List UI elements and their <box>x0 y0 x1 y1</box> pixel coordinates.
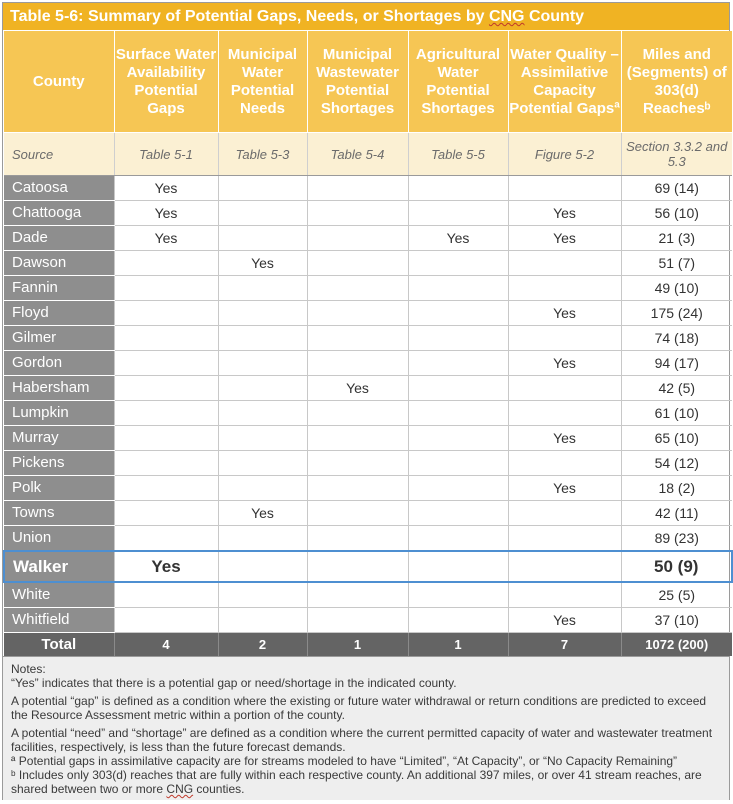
table-notes <box>3 656 729 800</box>
source-cell: Figure 5-2 <box>508 133 621 176</box>
table-cell <box>114 426 218 451</box>
table-cell <box>508 401 621 426</box>
table-cell <box>114 326 218 351</box>
county-rows <box>4 176 732 633</box>
col-municipal-water: Municipal Water Potential Needs <box>218 31 307 133</box>
source-cell: Table 5-5 <box>408 133 508 176</box>
table-cell <box>307 526 408 552</box>
table-cell <box>408 201 508 226</box>
table-cell <box>307 401 408 426</box>
table-cell <box>307 476 408 501</box>
table-cell <box>114 608 218 633</box>
table-cell <box>307 551 408 582</box>
table-cell <box>408 351 508 376</box>
table-cell <box>307 226 408 251</box>
total-cell: 4 <box>114 633 218 657</box>
table-cell <box>307 351 408 376</box>
total-cell: 1 <box>307 633 408 657</box>
note-footnote-b <box>11 768 721 796</box>
table-cell <box>408 276 508 301</box>
table-cell: 74 (18) <box>621 326 732 351</box>
county-name: Pickens <box>4 451 114 476</box>
col-water-quality-label: Water Quality – Assimilative Capacity Potential Gapsª <box>509 45 620 117</box>
county-name: Whitfield <box>4 608 114 633</box>
table-cell: 51 (7) <box>621 251 732 276</box>
table-cell <box>307 326 408 351</box>
table-cell: 25 (5) <box>621 582 732 608</box>
source-cell: Table 5-3 <box>218 133 307 176</box>
note-gap: A potential “gap” is defined as a condition where the existing or future water withdrawal or return conditions are predicted to exceed the Resource Assessment metric within a portion of the county. <box>11 694 707 722</box>
county-name: Chattooga <box>4 201 114 226</box>
table-cell <box>114 376 218 401</box>
table-cell: 94 (17) <box>621 351 732 376</box>
table-cell <box>114 401 218 426</box>
table-cell <box>218 551 307 582</box>
table-cell <box>218 608 307 633</box>
county-name: Gordon <box>4 351 114 376</box>
table-cell <box>408 301 508 326</box>
note-need: A potential “need” and “shortage” are defined as a condition where the current permitted capacity of water and wastewater treatment facilities, respectively, is less than the future forecast demands. <box>11 726 713 754</box>
table-cell: 37 (10) <box>621 608 732 633</box>
table-cell: 61 (10) <box>621 401 732 426</box>
source-label: Source <box>4 133 114 176</box>
table-cell: Yes <box>218 251 307 276</box>
table-cell: Yes <box>508 226 621 251</box>
table-cell: 54 (12) <box>621 451 732 476</box>
table-cell <box>408 451 508 476</box>
table-cell <box>508 276 621 301</box>
county-name: Habersham <box>4 376 114 401</box>
table-cell <box>218 526 307 552</box>
title-cng: CNG <box>488 8 525 25</box>
table-cell: 56 (10) <box>621 201 732 226</box>
table-cell <box>307 426 408 451</box>
table-cell: Yes <box>114 551 218 582</box>
table-cell <box>508 376 621 401</box>
table-cell <box>508 251 621 276</box>
table-cell <box>218 176 307 201</box>
county-name: Catoosa <box>4 176 114 201</box>
table-cell <box>307 301 408 326</box>
note-yes: “Yes” indicates that there is a potential gap or need/shortage in the indicated county. <box>11 676 457 690</box>
table-cell: 175 (24) <box>621 301 732 326</box>
table-row <box>4 582 732 608</box>
note-b-text: ᵇ Includes only 303(d) reaches that are fully within each respective county. An additional 397 miles, or over 41 stream reaches, are shared between two or more <box>11 768 702 796</box>
county-name: Murray <box>4 426 114 451</box>
county-name: Walker <box>4 551 114 582</box>
table-cell <box>218 226 307 251</box>
table-cell <box>508 326 621 351</box>
table-cell <box>307 251 408 276</box>
col-water-quality <box>508 31 621 133</box>
table-cell <box>408 582 508 608</box>
table-cell: 42 (11) <box>621 501 732 526</box>
table-cell: 42 (5) <box>621 376 732 401</box>
table-cell: Yes <box>508 476 621 501</box>
table-cell <box>408 501 508 526</box>
table-cell <box>307 501 408 526</box>
table-cell: 21 (3) <box>621 226 732 251</box>
table-row <box>4 251 732 276</box>
note-b-cng: CNG <box>166 782 194 796</box>
table-row <box>4 226 732 251</box>
table-row <box>4 351 732 376</box>
total-row <box>4 633 732 657</box>
table-cell <box>508 501 621 526</box>
table-cell <box>218 476 307 501</box>
table-cell <box>218 451 307 476</box>
table-cell <box>508 582 621 608</box>
county-name: White <box>4 582 114 608</box>
table-cell <box>408 176 508 201</box>
table-cell <box>307 582 408 608</box>
table-cell: Yes <box>508 351 621 376</box>
table-row <box>4 608 732 633</box>
title-text: Table 5-6: Summary of Potential Gaps, Needs, or Shortages by <box>10 8 489 25</box>
table-cell <box>218 301 307 326</box>
table-cell: Yes <box>307 376 408 401</box>
table-cell <box>218 376 307 401</box>
table-row <box>4 376 732 401</box>
table-cell <box>408 426 508 451</box>
table-cell <box>408 251 508 276</box>
table-cell <box>408 526 508 552</box>
table-cell <box>408 376 508 401</box>
note-footnote-a: ª Potential gaps in assimilative capacity are for streams modeled to have “Limited”, “At Capacity”, or “No Capacity Remaining” <box>11 754 678 768</box>
table-cell <box>408 326 508 351</box>
table-cell <box>307 176 408 201</box>
table-cell: 89 (23) <box>621 526 732 552</box>
county-name: Polk <box>4 476 114 501</box>
table-cell: Yes <box>114 176 218 201</box>
table-cell: 50 (9) <box>621 551 732 582</box>
county-name: Union <box>4 526 114 552</box>
table-cell <box>114 582 218 608</box>
col-miles-segments <box>621 31 732 133</box>
notes-heading: Notes: <box>11 662 46 676</box>
table-cell: Yes <box>114 201 218 226</box>
table-cell <box>114 351 218 376</box>
source-cell: Section 3.3.2 and 5.3 <box>621 133 732 176</box>
table-cell <box>218 201 307 226</box>
county-name: Dawson <box>4 251 114 276</box>
col-municipal-wastewater: Municipal Wastewater Potential Shortages <box>307 31 408 133</box>
note-b-suffix: counties. <box>193 782 245 796</box>
source-cell: Table 5-4 <box>307 133 408 176</box>
total-label: Total <box>4 633 114 657</box>
table-row <box>4 176 732 201</box>
table-row <box>4 201 732 226</box>
table-row <box>4 451 732 476</box>
table-cell <box>508 526 621 552</box>
table-row <box>4 551 732 582</box>
col-agricultural: Agricultural Water Potential Shortages <box>408 31 508 133</box>
table-cell <box>114 526 218 552</box>
total-cell: 2 <box>218 633 307 657</box>
table-cell: 18 (2) <box>621 476 732 501</box>
table-cell: 65 (10) <box>621 426 732 451</box>
table-cell <box>218 426 307 451</box>
county-name: Lumpkin <box>4 401 114 426</box>
table-cell <box>408 608 508 633</box>
table-row <box>4 426 732 451</box>
table-cell <box>508 176 621 201</box>
table-cell <box>508 451 621 476</box>
table-cell <box>218 351 307 376</box>
table-cell <box>307 201 408 226</box>
table-cell: 69 (14) <box>621 176 732 201</box>
table-cell: Yes <box>508 201 621 226</box>
table-cell <box>114 451 218 476</box>
col-miles-label: Miles and (Segments) of 303(d) Reachesᵇ <box>626 45 727 117</box>
table-cell <box>218 326 307 351</box>
table-cell <box>408 476 508 501</box>
table-row <box>4 501 732 526</box>
table-row <box>4 326 732 351</box>
header-row <box>4 31 732 133</box>
table-cell: Yes <box>508 608 621 633</box>
table-cell <box>114 501 218 526</box>
table-cell <box>508 551 621 582</box>
table-cell <box>114 476 218 501</box>
total-cell: 1072 (200) <box>621 633 732 657</box>
table-row <box>4 401 732 426</box>
table-cell: Yes <box>218 501 307 526</box>
table-row <box>4 276 732 301</box>
table-cell <box>408 401 508 426</box>
table-cell: Yes <box>508 426 621 451</box>
table-cell: Yes <box>508 301 621 326</box>
table-row <box>4 476 732 501</box>
title-suffix: County <box>524 8 585 25</box>
table-cell <box>114 251 218 276</box>
table-cell <box>408 551 508 582</box>
table-cell <box>114 276 218 301</box>
source-cell: Table 5-1 <box>114 133 218 176</box>
summary-table-figure <box>2 2 730 800</box>
table-cell <box>218 401 307 426</box>
table-cell <box>307 608 408 633</box>
table-row <box>4 526 732 552</box>
table-row <box>4 301 732 326</box>
total-cell: 1 <box>408 633 508 657</box>
source-row <box>4 133 732 176</box>
table-cell <box>218 582 307 608</box>
table-cell <box>307 276 408 301</box>
county-name: Fannin <box>4 276 114 301</box>
county-name: Floyd <box>4 301 114 326</box>
table-cell <box>218 276 307 301</box>
table-cell <box>307 451 408 476</box>
table-cell <box>114 301 218 326</box>
table-cell: Yes <box>114 226 218 251</box>
county-name: Dade <box>4 226 114 251</box>
table-cell: Yes <box>408 226 508 251</box>
table-cell: 49 (10) <box>621 276 732 301</box>
gaps-table <box>3 31 733 656</box>
total-cell: 7 <box>508 633 621 657</box>
county-name: Towns <box>4 501 114 526</box>
table-title <box>3 3 729 31</box>
county-name: Gilmer <box>4 326 114 351</box>
col-county: County <box>4 31 114 133</box>
col-surface-water: Surface Water Availability Potential Gaps <box>114 31 218 133</box>
